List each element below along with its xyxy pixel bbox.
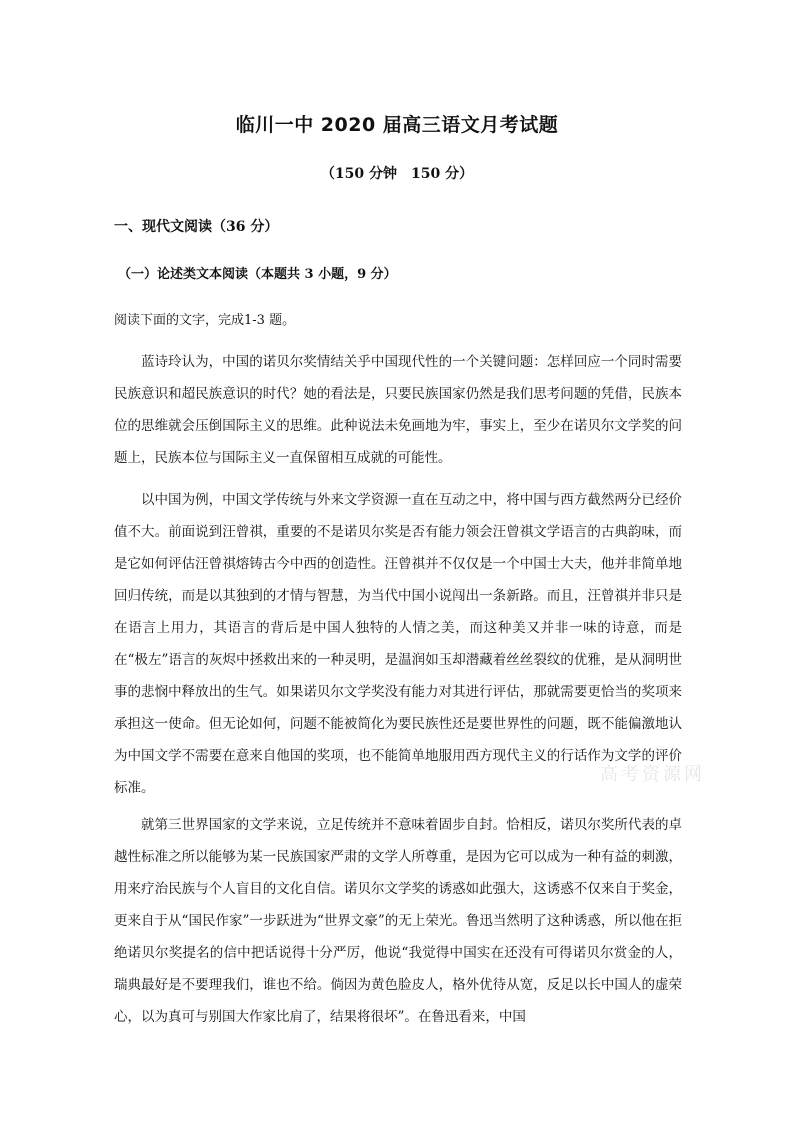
document-subtitle: （150 分钟 150 分）	[320, 166, 474, 182]
sub-section-heading: （一）论述类文本阅读（本题共 3 小题，9 分）	[118, 267, 397, 282]
reading-instruction: 阅读下面的文字，完成1-3 题。	[114, 313, 296, 328]
paragraph-1: 蓝诗玲认为，中国的诺贝尔奖情结关乎中国现代性的一个关键问题：怎样回应一个同时需要民族意识和超民族意识的时代？她的看法是，只要民族国家仍然是我们思考问题的凭借，民族本位的思维就会压倒国际主义的思维。此种说法未免画地为牢，事实上，至少在诺贝尔文学奖的问题上，民族本位与国际主义一直保留相互成就的可能性。	[114, 354, 682, 466]
paragraph-3: 就第三世界国家的文学来说，立足传统并不意味着固步自封。恰相反，诺贝尔奖所代表的卓越性标准之所以能够为某一民族国家严肃的文学人所尊重，是因为它可以成为一种有益的刺激，用来疗治民族与个人盲目的文化自信。诺贝尔文学奖的诱惑如此强大，这诱惑不仅来自于奖金，更来自于从“国民作家”一步跃进为“世界文豪”的无上荣光。鲁迅当然明了这种诱惑，所以他在拒绝诺贝尔奖提名的信中把话说得十分严厉，他说“我觉得中国实在还没有可得诺贝尔赏金的人，瑞典最好是不要理我们，谁也不给。倘因为黄色脸皮人，格外优待从宽，反足以长中国人的虚荣心，以为真可与别国大作家比肩了，结果将很坏”。在鲁迅看来，中国	[114, 817, 682, 1025]
paragraph-2: 以中国为例，中国文学传统与外来文学资源一直在互动之中，将中国与西方截然两分已经价值不大。前面说到汪曾祺，重要的不是诺贝尔奖是否有能力领会汪曾祺文学语言的古典韵味，而是它如何评估汪曾祺熔铸古今中西的创造性。汪曾祺并不仅仅是一个中国士大夫，他并非简单地回归传统，而是以其独到的才情与智慧，为当代中国小说闯出一条新路。而且，汪曾祺并非只是在语言上用力，其语言的背后是中国人独特的人情之美，而这种美又并非一味的诗意，而是在“极左”语言的灰烬中拯救出来的一种灵明，是温润如玉却潜藏着丝丝裂纹的优雅，是从洞明世事的悲悯中释放出的生气。如果诺贝尔文学奖没有能力对其进行评估，那就需要更恰当的奖项来承担这一使命。但无论如何，问题不能被简化为要民族性还是要世界性的问题，既不能偏激地认为中国文学不需要在意来自他国的奖项，也不能简单地服用西方现代主义的行话作为文学的评价标准。	[114, 492, 682, 796]
watermark: 高考资源网	[600, 764, 705, 785]
section-heading: 一、现代文阅读（36 分）	[114, 219, 279, 235]
document-title: 临川一中 2020 届高三语文月考试题	[235, 114, 559, 136]
